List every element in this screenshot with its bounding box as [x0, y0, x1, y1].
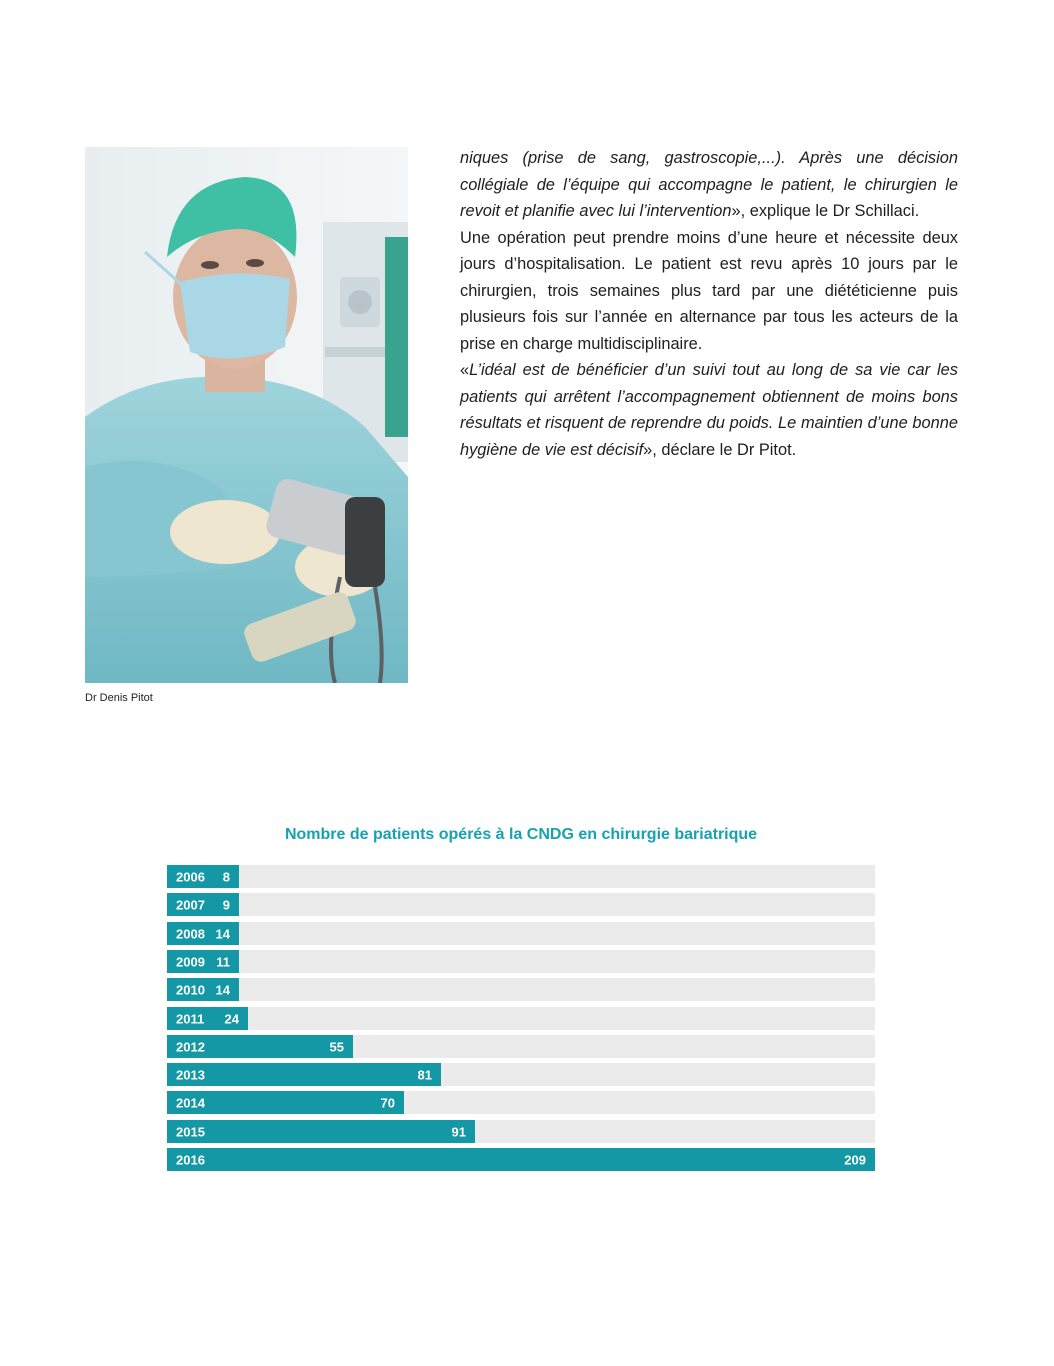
bar-chart: [167, 865, 875, 1171]
category-label: 2015: [176, 1124, 205, 1140]
bar-track: [167, 978, 875, 1001]
paragraph-1: [460, 145, 958, 225]
bar-track: [167, 950, 875, 973]
paragraph-3-attribution: », déclare le Dr Pitot.: [643, 440, 797, 459]
bar-2013: [167, 1063, 441, 1086]
value-label: 55: [329, 1039, 344, 1055]
category-label: 2016: [176, 1152, 205, 1168]
category-label: 2014: [176, 1095, 205, 1111]
value-label: 209: [844, 1152, 866, 1168]
category-label: 2008: [176, 926, 205, 942]
category-label: 2012: [176, 1039, 205, 1055]
bar-track: [167, 922, 875, 945]
value-label: 11: [216, 954, 230, 970]
value-label: 24: [224, 1011, 239, 1027]
surgeon-illustration: [85, 147, 408, 683]
value-label: 70: [380, 1095, 395, 1111]
value-label: 14: [215, 926, 230, 942]
paragraph-3-open-quote: «: [460, 361, 470, 379]
paragraph-1-attribution: », explique le Dr Schillaci.: [731, 202, 920, 220]
category-label: 2009: [176, 954, 205, 970]
value-label: 8: [222, 869, 230, 885]
paragraph-2: Une opération peut prendre moins d’une heure et nécessite deux jours d’hospitalisation. Le patient est revu après 10 jours par le chirurgien, trois semaines plus tard par une diététicienne puis plusieurs fois sur l’année en alternance par tous les acteurs de la prise en charge multidisciplinaire.: [460, 228, 958, 353]
article-text: [460, 145, 958, 463]
value-label: 91: [451, 1124, 466, 1140]
category-label: 2006: [176, 869, 205, 885]
bar-track: [167, 865, 875, 888]
category-label: 2011: [176, 1011, 205, 1027]
bar-track: [167, 1007, 875, 1030]
bar-track: [167, 893, 875, 916]
value-label: 14: [215, 982, 230, 998]
bar-2015: [167, 1120, 475, 1143]
bar-2016: [167, 1148, 875, 1171]
surgeon-photo: [85, 147, 408, 683]
category-label: 2007: [176, 897, 205, 913]
paragraph-1-quote: niques (prise de sang, gastroscopie,...). Après une décision collégiale de l’équipe qui accompagne le patient, le chirurgien le revoit et planifie avec lui l’intervention: [460, 149, 958, 220]
chart-title: Nombre de patients opérés à la CNDG en chirurgie bariatrique: [284, 826, 758, 843]
paragraph-3: [460, 357, 958, 463]
value-label: 9: [222, 897, 230, 913]
bar-chart-svg: [167, 865, 875, 1171]
paragraph-3-quote: L’idéal est de bénéficier d’un suivi tout au long de sa vie car les patients qui arrêtent l’accompagnement obtiennent de moins bons résultats et risquent de reprendre du poids. Le maintien d’une bonne hygiène de vie est décisif: [460, 361, 958, 459]
category-label: 2010: [176, 982, 205, 998]
value-label: 81: [417, 1067, 432, 1083]
photo-caption: Dr Denis Pitot: [85, 692, 153, 704]
category-label: 2013: [176, 1067, 205, 1083]
